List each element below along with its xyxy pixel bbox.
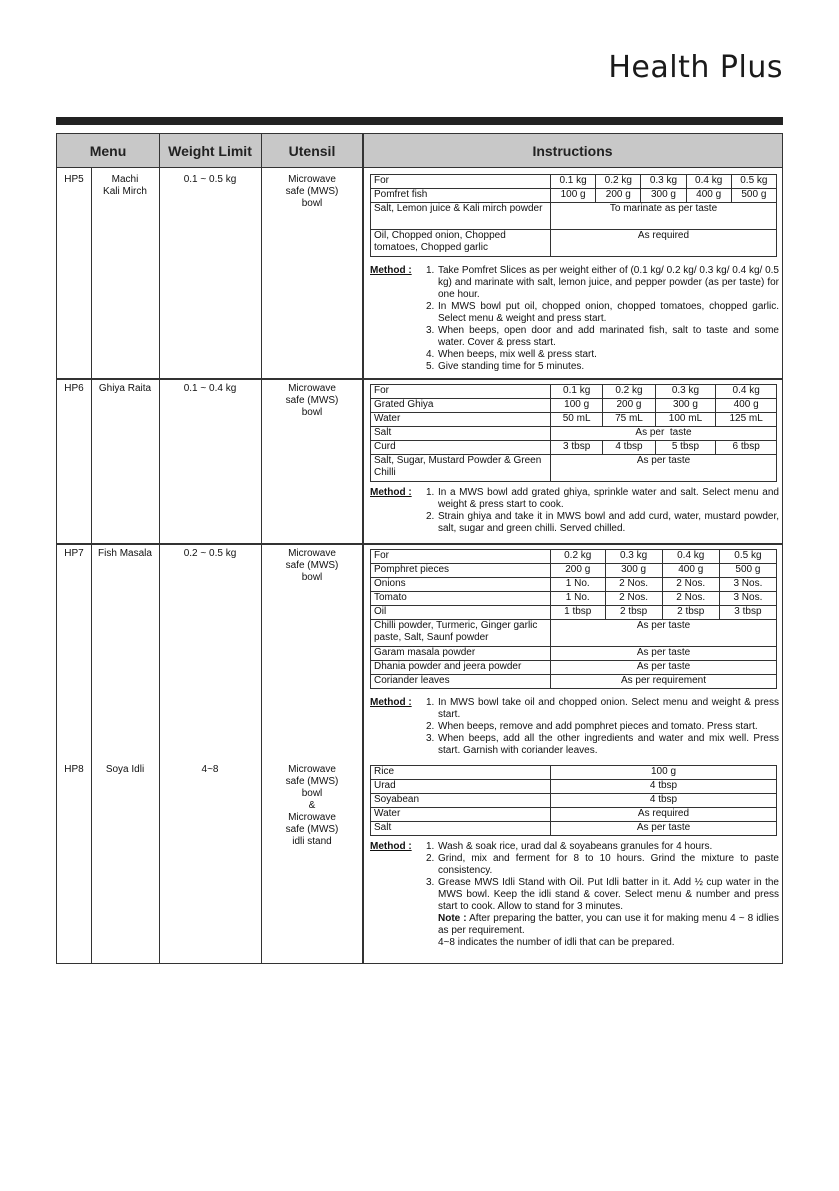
table-cell: 50 mL: [551, 413, 603, 427]
table-cell: Pomphret pieces: [371, 564, 551, 578]
table-cell: 300 g: [655, 399, 716, 413]
table-cell: 2 tbsp: [605, 606, 662, 620]
method-step: 3. When beeps, open door and add marinated fish, salt to taste and some water. Cover & press start.: [426, 325, 779, 348]
table-cell: Salt, Sugar, Mustard Powder & Green Chilli: [371, 455, 551, 482]
table-row: [371, 413, 777, 427]
table-row: [371, 822, 777, 836]
table-cell: 0.5 kg: [731, 175, 776, 189]
table-row: [371, 564, 777, 578]
table-cell: 4 tbsp: [603, 441, 655, 455]
method-label: Method :: [370, 841, 412, 852]
method-steps: [426, 697, 779, 757]
page-title: Health Plus: [608, 50, 783, 85]
table-cell: Dhania powder and jeera powder: [371, 661, 551, 675]
table-row: [371, 675, 777, 689]
table-row: [371, 427, 777, 441]
table-cell: 1 tbsp: [551, 606, 606, 620]
table-cell: Salt: [371, 822, 551, 836]
table-cell: Water: [371, 413, 551, 427]
header-rule: [56, 117, 783, 125]
table-row: [371, 550, 777, 564]
recipe-table: [56, 133, 783, 964]
table-row: [371, 230, 777, 257]
method-step: 5. Give standing time for 5 minutes.: [426, 361, 585, 372]
weight-limit: 4~8: [201, 764, 219, 775]
table-cell: As required: [551, 230, 777, 257]
ingredient-table: [370, 174, 777, 257]
table-row: [371, 780, 777, 794]
table-cell: For: [371, 550, 551, 564]
table-cell: Soyabean: [371, 794, 551, 808]
table-cell: 6 tbsp: [716, 441, 777, 455]
table-cell: 2 tbsp: [662, 606, 719, 620]
table-cell: Salt: [371, 427, 551, 441]
table-cell: 200 g: [596, 189, 641, 203]
utensil: Microwave safe (MWS) bowl: [285, 548, 339, 583]
table-cell: As per taste: [551, 822, 777, 836]
method-step: 1. Wash & soak rice, urad dal & soyabeans granules for 4 hours.: [426, 841, 713, 852]
table-cell: 400 g: [662, 564, 719, 578]
header-weight-limit: Weight Limit: [168, 142, 252, 159]
table-cell: 0.5 kg: [719, 550, 776, 564]
table-cell: 3 Nos.: [719, 592, 776, 606]
table-row: [371, 175, 777, 189]
table-cell: 3 tbsp: [551, 441, 603, 455]
table-cell: As required: [551, 808, 777, 822]
table-row: [371, 606, 777, 620]
table-row: [371, 592, 777, 606]
table-row: [371, 794, 777, 808]
table-cell: For: [371, 385, 551, 399]
table-row: [371, 661, 777, 675]
weight-limit: 0.1 ~ 0.5 kg: [183, 174, 237, 185]
table-cell: 100 mL: [655, 413, 716, 427]
table-cell: To marinate as per taste: [551, 203, 777, 230]
method-label: Method :: [370, 265, 412, 276]
method-step: 3. When beeps, add all the other ingredients and water and mix well. Press start. Garnish with coriander leaves.: [426, 733, 779, 756]
table-cell: Coriander leaves: [371, 675, 551, 689]
table-cell: 125 mL: [716, 413, 777, 427]
table-cell: 0.2 kg: [596, 175, 641, 189]
header-instructions: Instructions: [532, 142, 613, 159]
table-cell: 0.4 kg: [662, 550, 719, 564]
table-cell: Water: [371, 808, 551, 822]
table-cell: Grated Ghiya: [371, 399, 551, 413]
table-row: [371, 203, 777, 230]
header-menu: Menu: [89, 142, 127, 159]
table-cell: Rice: [371, 766, 551, 780]
table-cell: 100 g: [551, 189, 596, 203]
table-cell: Pomfret fish: [371, 189, 551, 203]
table-cell: 0.1 kg: [551, 175, 596, 189]
table-cell: 0.4 kg: [686, 175, 731, 189]
method-steps: [426, 841, 779, 949]
table-cell: 300 g: [605, 564, 662, 578]
table-cell: 5 tbsp: [655, 441, 716, 455]
method-note: Note : After preparing the batter, you can use it for making menu 4 ~ 8 idlies as per requirement.: [438, 913, 779, 936]
table-cell: Curd: [371, 441, 551, 455]
table-cell: 500 g: [719, 564, 776, 578]
table-cell: 2 Nos.: [662, 592, 719, 606]
table-cell: 4 tbsp: [551, 780, 777, 794]
table-cell: 3 tbsp: [719, 606, 776, 620]
method-steps: [426, 487, 779, 535]
table-cell: 0.3 kg: [655, 385, 716, 399]
table-cell: Garam masala powder: [371, 647, 551, 661]
table-cell: 0.2 kg: [603, 385, 655, 399]
table-row: [371, 189, 777, 203]
ingredient-table: [370, 384, 777, 482]
table-cell: 0.2 kg: [551, 550, 606, 564]
menu-name: Soya Idli: [105, 764, 145, 775]
method-step: 1. Take Pomfret Slices as per weight either of (0.1 kg/ 0.2 kg/ 0.3 kg/ 0.4 kg/ 0.5 kg) and marinate with salt, lemon juice, and pepper powder (as per taste) for one hour.: [426, 265, 779, 300]
table-cell: 100 g: [551, 766, 777, 780]
table-cell: 200 g: [551, 564, 606, 578]
table-cell: 1 No.: [551, 592, 606, 606]
table-cell: 0.3 kg: [605, 550, 662, 564]
table-cell: 400 g: [716, 399, 777, 413]
table-row: [371, 766, 777, 780]
method-label: Method :: [370, 487, 412, 498]
table-cell: 300 g: [641, 189, 686, 203]
table-row: [371, 647, 777, 661]
table-row: [371, 441, 777, 455]
menu-name: Machi Kali Mirch: [103, 174, 147, 197]
table-cell: As per taste: [551, 427, 777, 441]
method-step: 2. Grind, mix and ferment for 8 to 10 hours. Grind the mixture to paste consistency.: [426, 853, 779, 876]
header-utensil: Utensil: [288, 142, 336, 159]
divider: [91, 168, 92, 963]
table-cell: Chilli powder, Turmeric, Ginger garlic paste, Salt, Saunf powder: [371, 620, 551, 647]
table-cell: 1 No.: [551, 578, 606, 592]
method-step: 2. Strain ghiya and take it in MWS bowl and add curd, water, mustard powder, salt, sugar and green chilli. Served chilled.: [426, 511, 779, 534]
table-cell: Onions: [371, 578, 551, 592]
table-cell: Urad: [371, 780, 551, 794]
method-step: 2. When beeps, remove and add pomphret pieces and tomato. Press start.: [426, 721, 758, 732]
table-cell: Salt, Lemon juice & Kali mirch powder: [371, 203, 551, 230]
table-cell: 2 Nos.: [605, 578, 662, 592]
table-cell: For: [371, 175, 551, 189]
row-divider: [57, 378, 782, 380]
table-cell: 400 g: [686, 189, 731, 203]
method-step: 2. In MWS bowl put oil, chopped onion, chopped tomatoes, chopped garlic. Select menu & weight and press start.: [426, 301, 779, 324]
menu-name: Fish Masala: [98, 548, 152, 559]
menu-code: HP7: [64, 548, 84, 559]
table-cell: Oil, Chopped onion, Chopped tomatoes, Chopped garlic: [371, 230, 551, 257]
table-header: [57, 134, 782, 168]
utensil: Microwave safe (MWS) bowl: [285, 174, 339, 209]
menu-code: HP5: [64, 174, 84, 185]
ingredient-table: [370, 549, 777, 689]
table-cell: As per taste: [551, 647, 777, 661]
table-cell: 4 tbsp: [551, 794, 777, 808]
table-row: [371, 455, 777, 482]
table-row: [371, 578, 777, 592]
method-step: 4. When beeps, mix well & press start.: [426, 349, 597, 360]
table-cell: 0.3 kg: [641, 175, 686, 189]
table-cell: 0.4 kg: [716, 385, 777, 399]
weight-limit: 0.2 ~ 0.5 kg: [183, 548, 237, 559]
table-row: [371, 399, 777, 413]
menu-code: HP6: [64, 383, 84, 394]
method-note-line: 4~8 indicates the number of idli that can be prepared.: [438, 937, 675, 948]
table-row: [371, 620, 777, 647]
table-cell: 2 Nos.: [662, 578, 719, 592]
table-cell: Tomato: [371, 592, 551, 606]
method-step: 1. In a MWS bowl add grated ghiya, sprinkle water and salt. Select menu and weight & press start to cook.: [426, 487, 779, 510]
table-row: [371, 385, 777, 399]
table-cell: As per taste: [551, 620, 777, 647]
row-divider: [57, 543, 782, 545]
table-cell: 3 Nos.: [719, 578, 776, 592]
table-cell: 2 Nos.: [605, 592, 662, 606]
method-step: 1. In MWS bowl take oil and chopped onion. Select menu and weight & press start.: [426, 697, 779, 720]
table-cell: 100 g: [551, 399, 603, 413]
table-cell: 75 mL: [603, 413, 655, 427]
table-row: [371, 808, 777, 822]
method-step: 3. Grease MWS Idli Stand with Oil. Put Idli batter in it. Add ½ cup water in the MWS bowl. Keep the idli stand & cover. Select menu & number and press start to cook. Allow to stand for 3 minutes.: [426, 877, 779, 912]
method-label: Method :: [370, 697, 412, 708]
table-cell: 500 g: [731, 189, 776, 203]
table-cell: 200 g: [603, 399, 655, 413]
utensil: Microwave safe (MWS) bowl & Microwave safe (MWS) idli stand: [285, 764, 339, 847]
method-steps: [426, 265, 779, 373]
weight-limit: 0.1 ~ 0.4 kg: [183, 383, 237, 394]
menu-code: HP8: [64, 764, 84, 775]
table-cell: As per requirement: [551, 675, 777, 689]
utensil: Microwave safe (MWS) bowl: [285, 383, 339, 418]
table-cell: As per taste: [551, 455, 777, 482]
menu-name: Ghiya Raita: [98, 383, 152, 394]
table-cell: As per taste: [551, 661, 777, 675]
table-cell: 0.1 kg: [551, 385, 603, 399]
table-cell: Oil: [371, 606, 551, 620]
ingredient-table: [370, 765, 777, 836]
